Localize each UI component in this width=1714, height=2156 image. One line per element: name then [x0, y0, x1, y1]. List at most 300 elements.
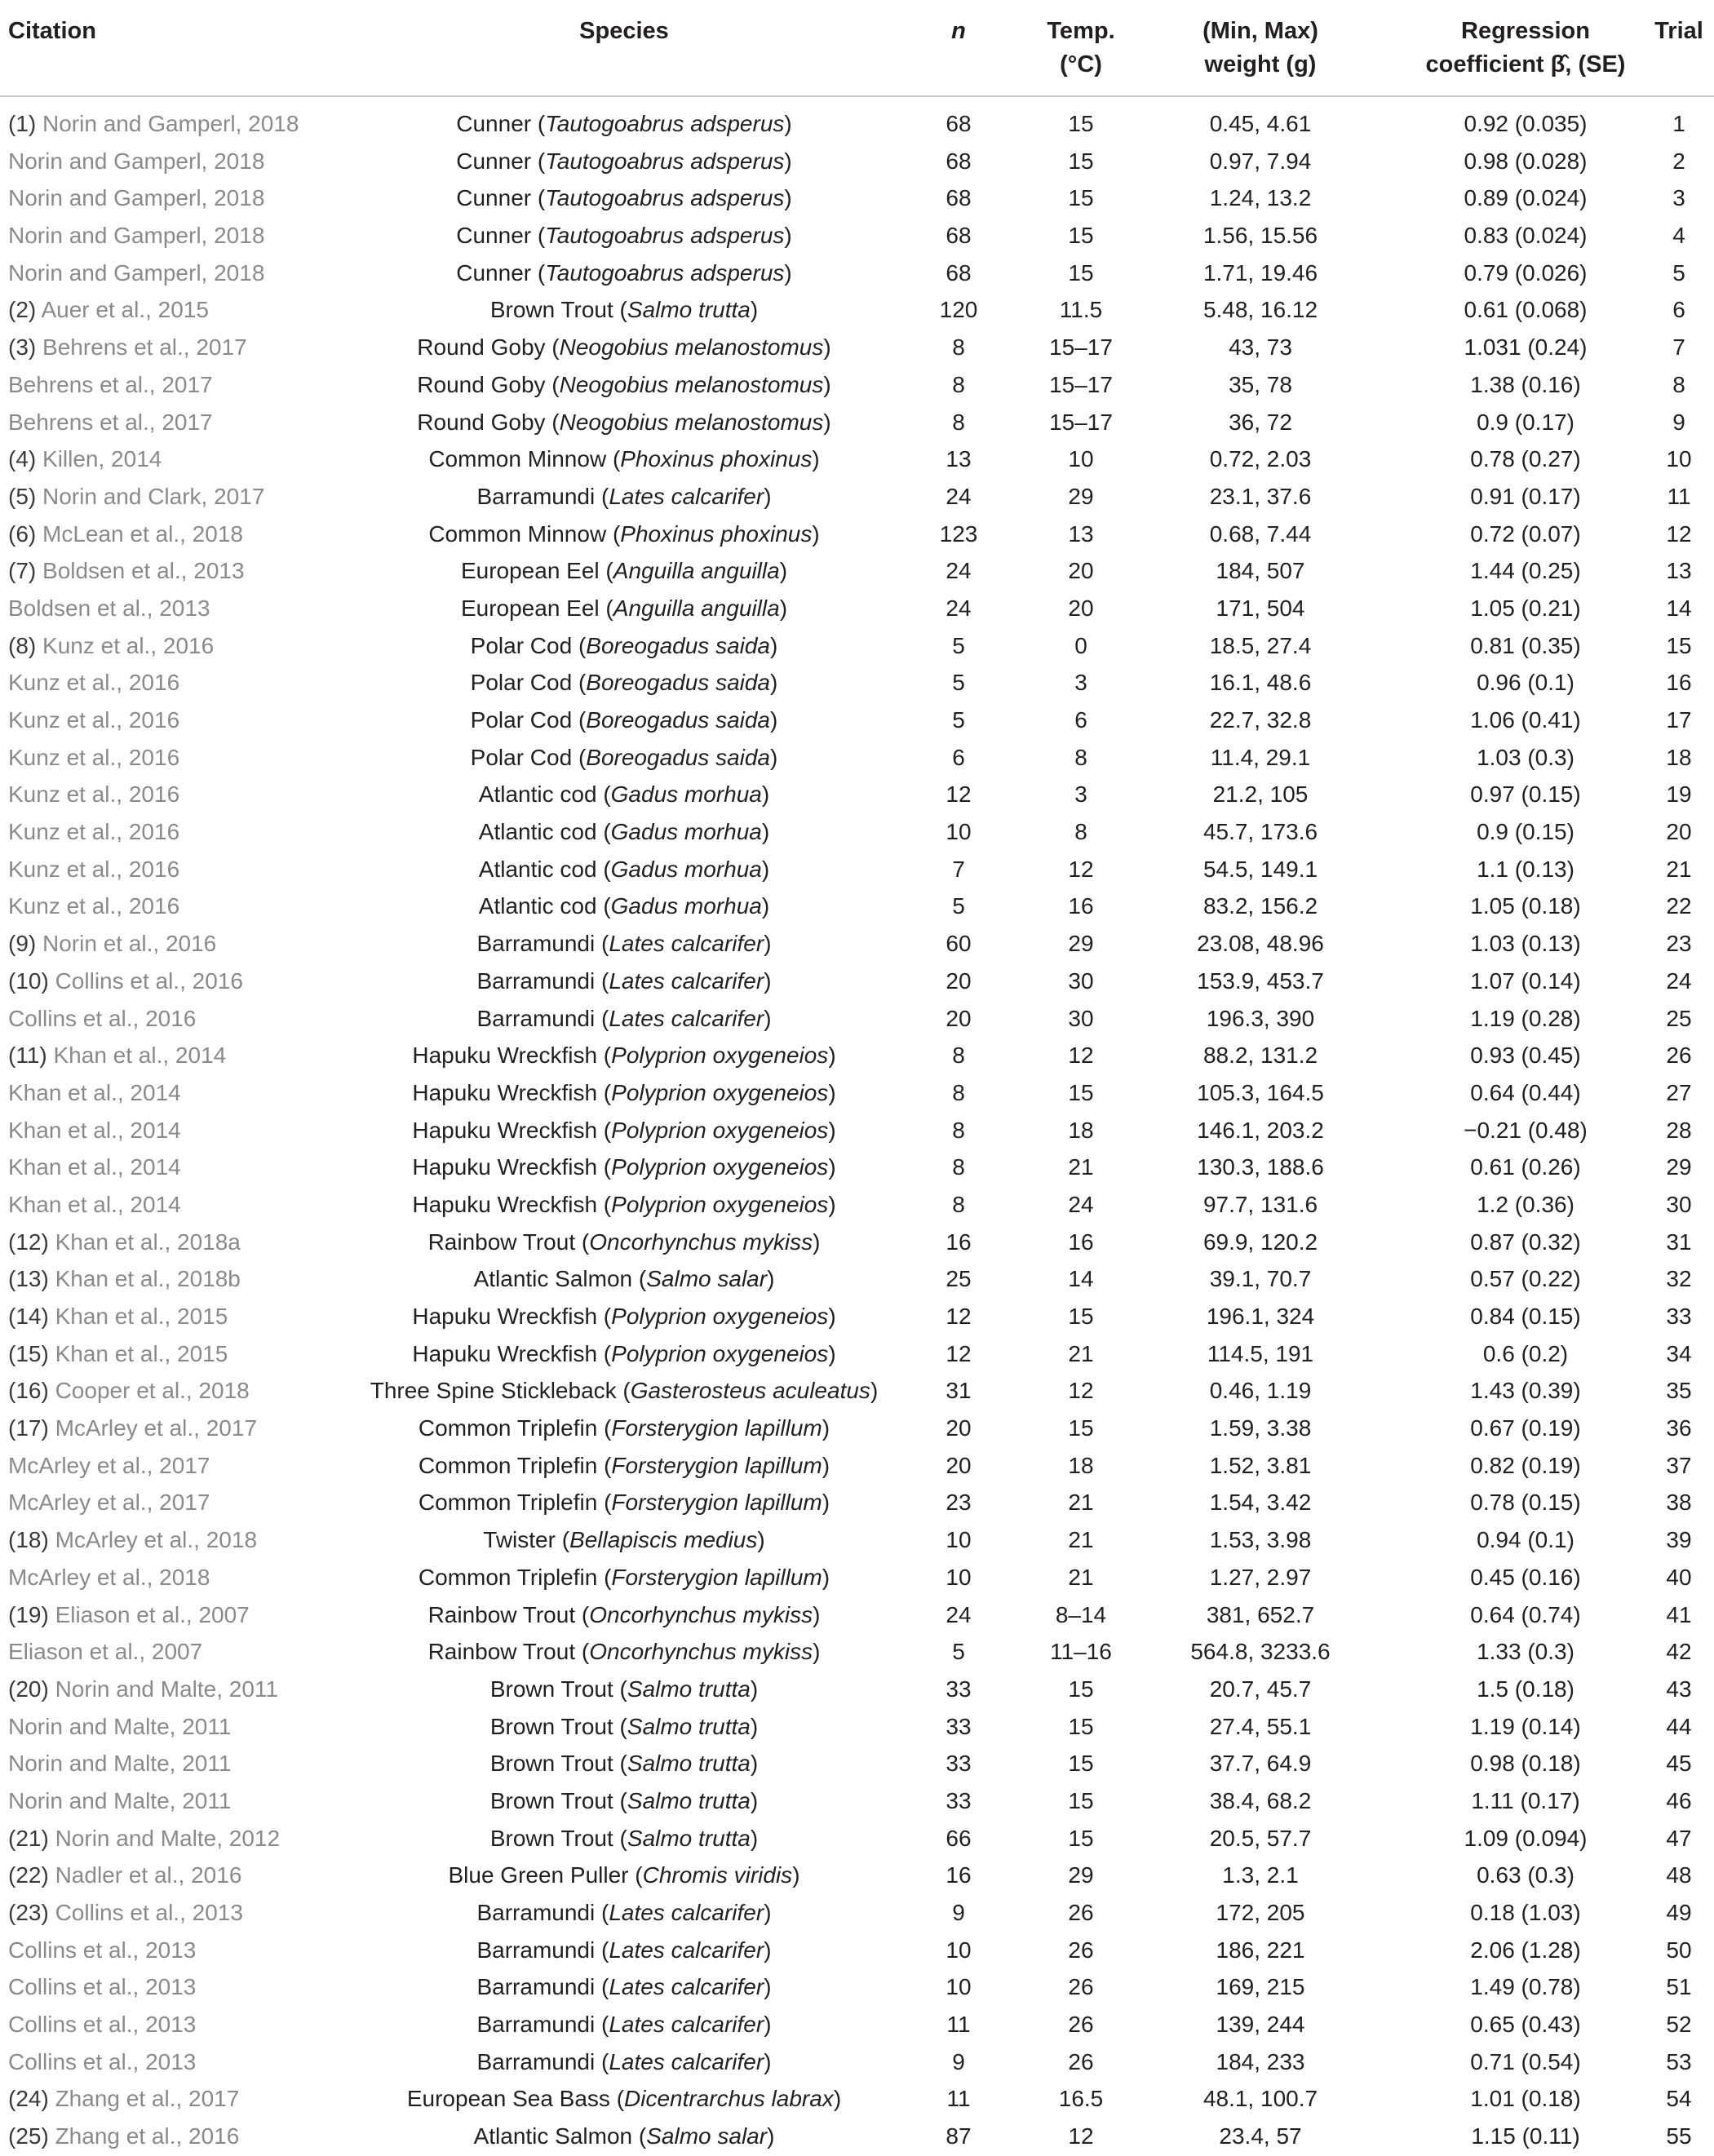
cell-citation [8, 478, 351, 516]
cell-citation [8, 1112, 351, 1149]
species-scientific-name: Tautogoabrus adsperus [545, 259, 785, 286]
cell-n: 68 [946, 185, 972, 211]
citation-number: (7) [8, 558, 37, 584]
species-common-name: Brown Trout [489, 1751, 613, 1777]
table-row [0, 1298, 1714, 1335]
cell-trial: 20 [1666, 819, 1692, 845]
cell-temp: 12 [1068, 1378, 1094, 1404]
cell-n: 66 [946, 1825, 972, 1851]
species-scientific-name: Neogobius melanostomus [559, 409, 824, 435]
citation-number: (24) [8, 2086, 49, 2112]
species-scientific-name: Salmo trutta [627, 297, 751, 323]
cell-coefficient: 0.78 (0.27) [1470, 446, 1581, 472]
citation-number: (3) [8, 334, 37, 361]
citation-link[interactable]: Eliason et al., 2007 [55, 1601, 250, 1627]
species-scientific-name: Tautogoabrus adsperus [545, 185, 785, 211]
cell-species: Barramundi (Lates calcarifer) [476, 483, 772, 509]
cell-temp: 10 [1068, 446, 1094, 472]
citation-link[interactable]: Norin and Malte, 2012 [55, 1825, 281, 1851]
cell-trial: 17 [1666, 707, 1692, 733]
cell-coefficient: 1.09 (0.094) [1464, 1825, 1588, 1851]
cell-weight: 1.53, 3.98 [1209, 1527, 1312, 1553]
species-common-name: Brown Trout [489, 1787, 613, 1813]
citation-number: (17) [8, 1415, 49, 1441]
cell-n: 31 [946, 1378, 972, 1404]
cell-citation [8, 1186, 351, 1224]
cell-species: Barramundi (Lates calcarifer) [476, 1974, 772, 2000]
citation-link[interactable]: Nadler et al., 2016 [55, 1862, 242, 1888]
cell-citation [8, 702, 351, 739]
cell-weight: 184, 233 [1216, 2048, 1305, 2074]
citation-number: (8) [8, 632, 37, 658]
cell-n: 68 [946, 148, 972, 174]
citation-link[interactable]: Collins et al., 2013 [8, 2048, 197, 2074]
cell-temp: 3 [1074, 781, 1087, 808]
cell-species: Atlantic Salmon (Salmo salar) [473, 2123, 775, 2149]
citation-link[interactable]: Collins et al., 2013 [8, 1937, 197, 1963]
cell-temp: 20 [1068, 595, 1094, 621]
cell-n: 12 [946, 1304, 972, 1329]
cell-trial: 15 [1666, 632, 1692, 658]
cell-species: Brown Trout (Salmo trutta) [489, 1787, 759, 1813]
cell-weight: 37.7, 64.9 [1209, 1751, 1312, 1777]
cell-coefficient: 1.19 (0.28) [1470, 1005, 1581, 1031]
cell-coefficient: −0.21 (0.48) [1464, 1117, 1588, 1143]
citation-number: (25) [8, 2123, 49, 2149]
table-row [0, 1335, 1714, 1373]
cell-citation [8, 1000, 351, 1038]
citation-link[interactable]: Khan et al., 2014 [8, 1117, 181, 1143]
citation-number: (4) [8, 446, 37, 472]
species-common-name: Hapuku Wreckfish [412, 1043, 598, 1069]
species-common-name: Cunner [456, 185, 532, 211]
cell-coefficient: 0.71 (0.54) [1470, 2048, 1581, 2074]
cell-species: Round Goby (Neogobius melanostomus) [417, 409, 831, 435]
citation-link[interactable]: Khan et al., 2015 [55, 1304, 228, 1329]
citation-link[interactable]: Killen, 2014 [42, 446, 162, 472]
species-scientific-name: Salmo trutta [627, 1713, 751, 1739]
table-row [0, 2006, 1714, 2043]
citation-link[interactable]: Collins et al., 2013 [8, 2012, 197, 2038]
cell-citation [8, 1484, 351, 1521]
species-common-name: Atlantic cod [478, 781, 597, 808]
species-common-name: Common Triplefin [418, 1452, 598, 1478]
cell-coefficient: 2.06 (1.28) [1470, 1937, 1581, 1963]
species-common-name: Barramundi [476, 967, 596, 994]
cell-trial: 25 [1666, 1005, 1692, 1031]
species-common-name: Common Minnow [428, 520, 607, 547]
citation-link[interactable]: Behrens et al., 2017 [42, 334, 247, 361]
cell-species: Round Goby (Neogobius melanostomus) [417, 334, 831, 361]
table-row [0, 1932, 1714, 1969]
citation-link[interactable]: Khan et al., 2018b [55, 1266, 241, 1292]
cell-trial: 30 [1666, 1191, 1692, 1217]
cell-species: European Eel (Anguilla anguilla) [460, 558, 788, 584]
citation-link[interactable]: Kunz et al., 2016 [8, 670, 180, 696]
cell-weight: 45.7, 173.6 [1202, 819, 1318, 845]
citation-link[interactable]: Boldsen et al., 2013 [8, 595, 210, 621]
cell-weight: 54.5, 149.1 [1202, 856, 1318, 882]
cell-n: 5 [952, 893, 965, 919]
citation-link[interactable]: McArley et al., 2017 [55, 1415, 258, 1441]
cell-citation [8, 366, 351, 404]
cell-n: 33 [946, 1713, 972, 1739]
citation-link[interactable]: Norin and Gamperl, 2018 [8, 148, 265, 174]
species-common-name: Brown Trout [489, 297, 613, 323]
cell-temp: 15 [1068, 1676, 1094, 1702]
table-row [0, 888, 1714, 925]
table-row [0, 813, 1714, 851]
cell-weight: 27.4, 55.1 [1209, 1713, 1312, 1739]
cell-coefficient: 0.65 (0.43) [1470, 2012, 1581, 2038]
cell-trial: 43 [1666, 1676, 1692, 1702]
cell-citation [8, 2118, 351, 2155]
cell-citation [8, 1260, 351, 1298]
citation-link[interactable]: Kunz et al., 2016 [8, 707, 180, 733]
cell-species: Common Triplefin (Forsterygion lapillum) [418, 1452, 830, 1478]
citation-link[interactable]: Norin and Gamperl, 2018 [8, 223, 265, 249]
species-scientific-name: Neogobius melanostomus [559, 334, 824, 361]
species-scientific-name: Polyprion oxygeneios [611, 1191, 829, 1217]
cell-species: Barramundi (Lates calcarifer) [476, 1937, 772, 1963]
cell-coefficient: 1.01 (0.18) [1470, 2086, 1581, 2112]
cell-temp: 15 [1068, 1751, 1094, 1777]
cell-species: Barramundi (Lates calcarifer) [476, 2048, 772, 2074]
species-scientific-name: Lates calcarifer [609, 1937, 764, 1963]
cell-trial: 3 [1672, 185, 1685, 211]
cell-temp: 11.5 [1059, 297, 1103, 323]
cell-species: Brown Trout (Salmo trutta) [489, 297, 759, 323]
cell-citation [8, 2080, 351, 2118]
cell-n: 8 [952, 334, 965, 361]
species-scientific-name: Polyprion oxygeneios [611, 1079, 829, 1105]
cell-citation [8, 1074, 351, 1112]
cell-species: Barramundi (Lates calcarifer) [476, 1005, 772, 1031]
citation-link[interactable]: McArley et al., 2018 [8, 1564, 210, 1590]
table-row [0, 105, 1714, 143]
cell-species: Polar Cod (Boreogadus saida) [470, 670, 778, 696]
table-row [0, 1224, 1714, 1261]
species-scientific-name: Lates calcarifer [609, 1974, 764, 2000]
table-row [0, 963, 1714, 1000]
cell-coefficient: 1.11 (0.17) [1471, 1787, 1580, 1813]
citation-number: (10) [8, 967, 49, 994]
citation-link[interactable]: McArley et al., 2018 [55, 1527, 258, 1553]
citation-link[interactable]: Norin and Clark, 2017 [42, 483, 265, 509]
cell-temp: 15 [1068, 223, 1094, 249]
table-row [0, 2118, 1714, 2155]
citation-number: (15) [8, 1340, 49, 1366]
cell-n: 5 [952, 1639, 965, 1665]
citation-link[interactable]: Kunz et al., 2016 [8, 744, 180, 770]
citation-link[interactable]: Kunz et al., 2016 [42, 632, 215, 658]
cell-n: 9 [952, 1900, 965, 1925]
cell-coefficient: 0.83 (0.024) [1464, 223, 1588, 249]
citation-link[interactable]: Norin and Gamperl, 2018 [8, 185, 265, 211]
cell-trial: 42 [1666, 1639, 1692, 1665]
species-scientific-name: Chromis viridis [642, 1862, 793, 1888]
cell-temp: 15 [1068, 1079, 1094, 1105]
cell-n: 10 [946, 1527, 972, 1553]
cell-coefficient: 0.61 (0.068) [1464, 297, 1588, 323]
table-row [0, 1559, 1714, 1596]
cell-temp: 21 [1068, 1154, 1094, 1180]
citation-link[interactable]: Collins et al., 2013 [55, 1900, 243, 1925]
table-row [0, 1149, 1714, 1186]
citation-link[interactable]: Kunz et al., 2016 [8, 781, 180, 808]
citation-link[interactable]: Norin and Malte, 2011 [8, 1713, 232, 1739]
cell-temp: 21 [1068, 1527, 1094, 1553]
citation-link[interactable]: Collins et al., 2016 [55, 967, 243, 994]
cell-species: Brown Trout (Salmo trutta) [489, 1713, 759, 1739]
cell-coefficient: 1.38 (0.16) [1470, 371, 1581, 397]
citation-number: (5) [8, 483, 37, 509]
species-scientific-name: Anguilla anguilla [613, 595, 780, 621]
species-scientific-name: Oncorhynchus mykiss [589, 1639, 813, 1665]
cell-citation [8, 1857, 351, 1894]
cell-trial: 1 [1672, 111, 1685, 136]
citation-link[interactable]: Khan et al., 2014 [8, 1154, 181, 1180]
table-row [0, 1037, 1714, 1074]
species-scientific-name: Gasterosteus aculeatus [630, 1378, 870, 1404]
citation-link[interactable]: Collins et al., 2013 [8, 1974, 197, 2000]
cell-coefficient: 1.07 (0.14) [1470, 967, 1581, 994]
species-scientific-name: Oncorhynchus mykiss [589, 1601, 813, 1627]
citation-link[interactable]: Kunz et al., 2016 [8, 819, 180, 845]
cell-temp: 18 [1068, 1117, 1094, 1143]
cell-n: 24 [946, 483, 972, 509]
species-common-name: Round Goby [417, 334, 546, 361]
table-row [0, 1968, 1714, 2006]
cell-weight: 0.68, 7.44 [1209, 520, 1312, 547]
cell-temp: 14 [1068, 1266, 1094, 1292]
citation-link[interactable]: Khan et al., 2015 [55, 1340, 228, 1366]
cell-temp: 15 [1068, 259, 1094, 286]
cell-weight: 1.24, 13.2 [1209, 185, 1312, 211]
species-common-name: Common Triplefin [418, 1415, 598, 1441]
cell-species: Common Minnow (Phoxinus phoxinus) [428, 520, 820, 547]
cell-coefficient: 1.031 (0.24) [1464, 334, 1588, 361]
citation-link[interactable]: McArley et al., 2017 [8, 1452, 210, 1478]
citation-link[interactable]: Khan et al., 2018a [55, 1229, 241, 1255]
cell-species: Hapuku Wreckfish (Polyprion oxygeneios) [412, 1043, 836, 1069]
cell-weight: 114.5, 191 [1207, 1340, 1314, 1366]
cell-citation [8, 739, 351, 777]
species-scientific-name: Polyprion oxygeneios [611, 1117, 829, 1143]
cell-coefficient: 0.97 (0.15) [1470, 781, 1581, 808]
cell-weight: 43, 73 [1229, 334, 1292, 361]
citation-number: (21) [8, 1825, 49, 1851]
header-temp: Temp. (°C) [1047, 18, 1115, 77]
cell-citation [8, 1708, 351, 1746]
cell-species: Hapuku Wreckfish (Polyprion oxygeneios) [412, 1154, 836, 1180]
cell-citation [8, 404, 351, 441]
cell-trial: 5 [1672, 259, 1685, 286]
cell-citation [8, 925, 351, 963]
cell-coefficient: 0.81 (0.35) [1470, 632, 1581, 658]
cell-coefficient: 1.33 (0.3) [1477, 1639, 1574, 1665]
cell-temp: 21 [1068, 1564, 1094, 1590]
cell-temp: 12 [1068, 2123, 1094, 2149]
species-common-name: Polar Cod [470, 744, 573, 770]
cell-species: Rainbow Trout (Oncorhynchus mykiss) [427, 1639, 821, 1665]
cell-coefficient: 1.1 (0.13) [1477, 856, 1574, 882]
species-common-name: Twister [483, 1527, 556, 1553]
table-body [0, 105, 1714, 2155]
cell-temp: 15–17 [1049, 409, 1113, 435]
cell-n: 13 [946, 446, 972, 472]
citation-number: (22) [8, 1862, 49, 1888]
table-row [0, 2080, 1714, 2118]
cell-temp: 12 [1068, 1043, 1094, 1069]
cell-weight: 18.5, 27.4 [1209, 632, 1312, 658]
header-trial: Trial [1654, 18, 1703, 44]
species-common-name: Brown Trout [489, 1713, 613, 1739]
citation-link[interactable]: Khan et al., 2014 [53, 1043, 227, 1069]
cell-temp: 26 [1068, 2012, 1094, 2038]
cell-coefficient: 0.96 (0.1) [1477, 670, 1574, 696]
species-common-name: European Sea Bass [406, 2086, 610, 2112]
species-common-name: Common Triplefin [418, 1564, 598, 1590]
header-species: Species [579, 18, 669, 44]
cell-n: 68 [946, 223, 972, 249]
species-common-name: Polar Cod [470, 707, 573, 733]
table-row [0, 478, 1714, 516]
cell-weight: 22.7, 32.8 [1209, 707, 1312, 733]
cell-species: Cunner (Tautogoabrus adsperus) [456, 223, 792, 249]
species-common-name: Cunner [456, 223, 532, 249]
citation-link[interactable]: Eliason et al., 2007 [8, 1639, 203, 1665]
species-common-name: Brown Trout [489, 1676, 613, 1702]
species-common-name: Barramundi [476, 2012, 596, 2038]
cell-weight: 5.48, 16.12 [1202, 297, 1318, 323]
cell-trial: 13 [1666, 558, 1692, 584]
cell-citation [8, 1671, 351, 1708]
cell-weight: 20.5, 57.7 [1209, 1825, 1312, 1851]
table-row [0, 1410, 1714, 1447]
citation-link[interactable]: McArley et al., 2017 [8, 1490, 210, 1516]
table-row [0, 552, 1714, 590]
cell-trial: 47 [1666, 1825, 1692, 1851]
citation-number: (18) [8, 1527, 49, 1553]
cell-n: 25 [946, 1266, 972, 1292]
citation-link[interactable]: Boldsen et al., 2013 [42, 558, 245, 584]
table-row [0, 739, 1714, 777]
cell-weight: 88.2, 131.2 [1202, 1043, 1318, 1069]
citation-link[interactable]: Cooper et al., 2018 [55, 1378, 250, 1404]
cell-weight: 0.97, 7.94 [1209, 148, 1312, 174]
cell-coefficient: 0.87 (0.32) [1470, 1229, 1581, 1255]
cell-n: 5 [952, 707, 965, 733]
citation-number: (16) [8, 1378, 49, 1404]
cell-citation [8, 1410, 351, 1447]
cell-temp: 21 [1068, 1340, 1094, 1366]
cell-coefficient: 0.61 (0.26) [1470, 1154, 1581, 1180]
species-common-name: Three Spine Stickleback [370, 1378, 617, 1404]
cell-trial: 7 [1672, 334, 1685, 361]
species-common-name: Atlantic Salmon [473, 1266, 633, 1292]
citation-link[interactable]: Norin et al., 2016 [42, 931, 217, 957]
cell-n: 10 [946, 1937, 972, 1963]
citation-link[interactable]: Auer et al., 2015 [41, 297, 209, 323]
species-scientific-name: Oncorhynchus mykiss [589, 1229, 813, 1255]
cell-temp: 8 [1074, 744, 1087, 770]
cell-citation [8, 1559, 351, 1596]
cell-coefficient: 0.89 (0.024) [1464, 185, 1588, 211]
cell-trial: 18 [1666, 744, 1692, 770]
citation-link[interactable]: Norin and Malte, 2011 [55, 1676, 279, 1702]
table-row [0, 627, 1714, 665]
cell-coefficient: 0.45 (0.16) [1470, 1564, 1581, 1590]
cell-species: Hapuku Wreckfish (Polyprion oxygeneios) [412, 1340, 836, 1366]
cell-trial: 11 [1667, 483, 1691, 509]
cell-temp: 8 [1074, 819, 1087, 845]
cell-species: Blue Green Puller (Chromis viridis) [448, 1862, 800, 1888]
cell-coefficient: 0.79 (0.026) [1464, 259, 1588, 286]
citation-link[interactable]: Behrens et al., 2017 [8, 371, 213, 397]
cell-n: 8 [952, 1079, 965, 1105]
citation-link[interactable]: Zhang et al., 2016 [55, 2123, 240, 2149]
species-scientific-name: Phoxinus phoxinus [620, 520, 813, 547]
species-common-name: Blue Green Puller [448, 1862, 629, 1888]
species-common-name: Hapuku Wreckfish [412, 1079, 598, 1105]
cell-coefficient: 0.57 (0.22) [1470, 1266, 1581, 1292]
citation-link[interactable]: Khan et al., 2014 [8, 1191, 181, 1217]
cell-n: 5 [952, 632, 965, 658]
cell-citation [8, 888, 351, 925]
cell-temp: 20 [1068, 558, 1094, 584]
table-row [0, 1633, 1714, 1671]
table-row [0, 1260, 1714, 1298]
citation-link[interactable]: Kunz et al., 2016 [8, 856, 180, 882]
cell-coefficient: 0.93 (0.45) [1470, 1043, 1581, 1069]
citation-link[interactable]: Norin and Gamperl, 2018 [42, 111, 299, 136]
citation-link[interactable]: Zhang et al., 2017 [55, 2086, 240, 2112]
cell-trial: 36 [1666, 1415, 1692, 1441]
cell-weight: 196.3, 390 [1206, 1005, 1315, 1031]
table-row [0, 366, 1714, 404]
cell-citation [8, 143, 351, 180]
cell-trial: 34 [1666, 1340, 1692, 1366]
species-common-name: Atlantic cod [478, 893, 597, 919]
species-scientific-name: Boreogadus saida [586, 632, 771, 658]
citation-link[interactable]: Norin and Gamperl, 2018 [8, 259, 265, 286]
citation-link[interactable]: McLean et al., 2018 [42, 520, 243, 547]
table-row [0, 1671, 1714, 1708]
cell-temp: 8–14 [1055, 1601, 1107, 1627]
citation-link[interactable]: Norin and Malte, 2011 [8, 1751, 232, 1777]
cell-trial: 38 [1666, 1490, 1692, 1516]
cell-citation [8, 1633, 351, 1671]
table-row [0, 291, 1714, 329]
cell-citation [8, 255, 351, 292]
cell-temp: 24 [1068, 1191, 1094, 1217]
citation-link[interactable]: Collins et al., 2016 [8, 1005, 197, 1031]
species-common-name: Hapuku Wreckfish [412, 1191, 598, 1217]
citation-link[interactable]: Khan et al., 2014 [8, 1079, 181, 1105]
table-row [0, 664, 1714, 702]
cell-temp: 26 [1068, 1937, 1094, 1963]
citation-link[interactable]: Kunz et al., 2016 [8, 893, 180, 919]
cell-temp: 16 [1068, 1229, 1094, 1255]
species-common-name: Hapuku Wreckfish [412, 1154, 598, 1180]
citation-link[interactable]: Behrens et al., 2017 [8, 409, 213, 435]
cell-coefficient: 0.63 (0.3) [1477, 1862, 1574, 1888]
table-row [0, 179, 1714, 217]
citation-link[interactable]: Norin and Malte, 2011 [8, 1787, 232, 1813]
cell-temp: 3 [1074, 670, 1087, 696]
cell-citation [8, 291, 351, 329]
